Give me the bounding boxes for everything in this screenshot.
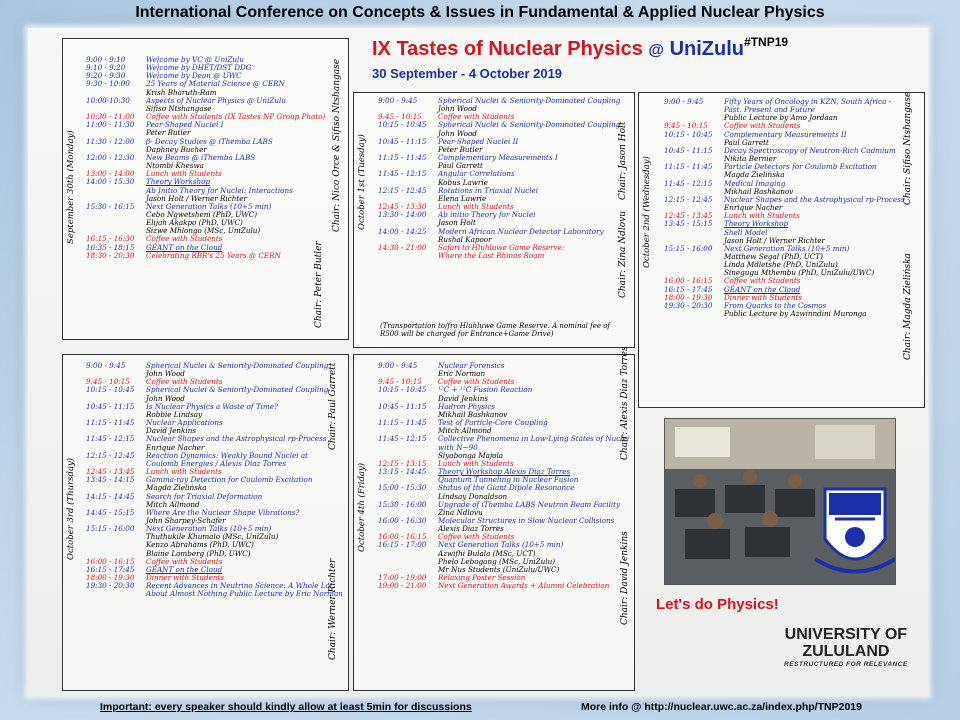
session-title: Medical Imaging (724, 178, 786, 188)
session-time: 16:15 - 16:30 (86, 234, 135, 244)
session-title: ¹²C + ¹²C Fusion Reaction (438, 385, 533, 395)
schedule-row (378, 386, 623, 394)
session-time: 9:30 - 10:00 (86, 79, 130, 89)
session-time (664, 261, 724, 269)
session-time: 16:15 - 17:45 (664, 284, 713, 294)
session-time: 16:00 - 16:15 (664, 276, 713, 286)
schedule-row (378, 138, 618, 146)
schedule-row (86, 386, 331, 394)
session-title: Where the Last Rhinos Roam (438, 250, 545, 260)
session-title: Cebo Ngwetsheni (PhD, UWC) (146, 209, 258, 219)
session-title: Paul Garrett (724, 137, 769, 147)
schedule-row (378, 582, 623, 590)
session-title: Public Lecture by Azwinndini Muronga (724, 309, 867, 319)
session-title: GÉANT on the Cloud (146, 564, 223, 574)
session-title: New Beams @ iThemba LABS (146, 152, 256, 162)
session-time: 16:35 - 18:15 (86, 242, 135, 252)
session-title: Complementary Measurements II (724, 129, 847, 139)
session-time: 12:45 - 13:45 (664, 211, 713, 221)
session-time (86, 187, 146, 195)
schedule-row (86, 121, 306, 129)
session-title: Coffee with Students (146, 377, 223, 387)
session-title: Spherical Nuclei & Seniority-Dominated Coupling (438, 96, 621, 105)
session-title: Eric Norman (438, 369, 486, 379)
session-title: Zina Ndlovu (438, 507, 483, 517)
university-tagline: RESTRUCTURED FOR RELEVANCE (784, 661, 908, 668)
session-time: 10:15 - 10:45 (378, 120, 427, 130)
session-title: John Wood (146, 369, 185, 379)
schedule-row (378, 419, 623, 427)
session-time: 11:45 - 12:15 (86, 434, 135, 444)
session-title: Theory Workshop Alexis Diaz Torres (438, 467, 571, 477)
session-time: 11:30 - 12:00 (86, 136, 135, 146)
session-time (86, 541, 146, 549)
session-title: Where Are the Nuclear Shape Vibrations? (146, 507, 300, 517)
session-title: Dinner with Students (146, 573, 225, 583)
session-title: Coffee with Students (438, 377, 515, 387)
schedule-row (378, 96, 621, 105)
photo-illustration (665, 419, 895, 584)
event-hashtag: #TNP19 (744, 35, 789, 49)
session-time: 11:45 - 12:15 (378, 434, 427, 444)
session-time: 9:45 - 10:15 (378, 377, 422, 387)
session-time: 17:00 - 19:00 (378, 573, 427, 583)
day-label-monday: September 30th (Monday) (66, 130, 76, 244)
session-title: Recent Advances in Neutrino Science: A Whole Lot (146, 581, 333, 591)
session-time: 12:45 - 13:30 (378, 202, 427, 212)
session-title: Complementary Measurements I (438, 153, 558, 163)
session-title: John Wood (438, 128, 477, 138)
chair-friday-1: Chair: David Jenkins (620, 531, 630, 625)
session-time: 10:15 - 10:45 (86, 385, 135, 395)
session-title: Relaxing Poster Session (438, 573, 526, 583)
session-time: 11:00 - 11:30 (86, 120, 135, 130)
conference-title: International Conference on Concepts & Issues in Fundamental & Applied Nuclear Physics (135, 4, 825, 21)
more-info-link[interactable]: More info @ http://nuclear.uwc.ac.za/index.php/TNP2019 (581, 701, 862, 713)
session-time: 9:00 - 9:10 (86, 55, 126, 64)
session-title: Decay Spectroscopy of Neutron-Rich Cadmium (724, 145, 896, 155)
session-time: 10:15 - 10:45 (664, 129, 713, 139)
session-time: 14:00 - 14:25 (378, 226, 427, 236)
schedule-tuesday (378, 96, 621, 260)
chair-wednesday-1: Chair: Magda Zielińska (903, 253, 913, 360)
session-title: Paul Garrett (438, 161, 483, 171)
session-title: Next Generation Talks (10+5 min) (724, 243, 850, 253)
session-title: Coffee with Students (146, 234, 223, 244)
session-title: Spherical Nuclei & Seniority-Dominated Coupling (438, 120, 621, 130)
session-title: David Jenkins (438, 393, 489, 403)
session-time: 13:30 - 14:00 (378, 210, 427, 220)
session-title: Daphney Bucher (146, 144, 207, 154)
chair-monday-1: Chair: Peter Butler (314, 241, 324, 328)
session-title: Status of the Giant Dipole Resonance (438, 483, 575, 493)
session-title: Modern African Nuclear Detector Laboratory (438, 226, 604, 236)
session-time: 10:00-10:30 (86, 95, 130, 105)
session-title: Coffee with Students (724, 121, 801, 131)
session-time: 16:15 - 17:00 (378, 540, 427, 550)
schedule-row (378, 120, 621, 130)
session-title: John Wood (438, 104, 477, 114)
session-title: Past, Present and Future (724, 105, 815, 115)
session-time: 14:30 - 21:00 (378, 242, 427, 252)
session-title: Robbie Lindsay (146, 409, 203, 419)
session-time: 11:45 - 12:15 (664, 178, 713, 188)
session-time: 9:45 - 10:15 (664, 121, 708, 131)
schedule-row (378, 187, 618, 195)
session-title: Fifty Years of Oncology in KZN, South Africa - (724, 97, 892, 106)
session-title: Welcome by DHET/DST DDG (146, 63, 252, 73)
session-time: 11:15 - 11:45 (378, 418, 427, 428)
session-title: Lunch with Students (146, 467, 222, 477)
session-title: Theory Workshop (724, 219, 789, 229)
session-time: 15:15 - 16:00 (664, 243, 713, 253)
session-title: Enrique Nacher (724, 203, 783, 213)
event-title-uni: UniZulu (669, 38, 745, 60)
schedule-row (86, 419, 331, 427)
session-title: Next Generation Awards + Alumni Celebration (438, 581, 610, 591)
day-label-wednesday: October 2nd (Wednesday) (642, 156, 652, 268)
schedule-row (378, 501, 623, 509)
session-title: Coffee with Students (IX Tastes NP Group Photo) (146, 112, 326, 122)
session-time: 18:00 - 19:30 (664, 292, 713, 302)
session-title: GÉANT on the Cloud (146, 242, 223, 252)
session-title: Nuclear Applications (146, 418, 223, 428)
session-title: Dinner with Students (724, 292, 803, 302)
session-time: 13:45 - 14:15 (86, 475, 135, 485)
session-title: Jason Holt / Werner Richter (146, 193, 247, 203)
session-time: 10:45 - 11:15 (86, 401, 135, 411)
event-title-at: @ (648, 42, 665, 59)
session-title: Jason Holt (438, 218, 476, 228)
session-title: Nikita Bernier (724, 154, 777, 164)
session-time: 14:15 - 14:45 (86, 491, 135, 501)
session-time (378, 550, 438, 558)
schedule-row (378, 211, 618, 219)
session-title: David Jenkins (146, 426, 197, 436)
session-time: 14:00 - 15:30 (86, 177, 135, 187)
session-time: 14:45 - 15:15 (86, 507, 135, 517)
session-title: Siyabonga Majola (438, 450, 504, 460)
session-time: 19:00 - 21:00 (378, 581, 427, 591)
session-title: Angular Correlations (438, 169, 515, 179)
session-time: 12:00 - 12:30 (86, 152, 135, 162)
session-title: Mikhail Bashkanov (438, 409, 508, 419)
session-title: Celebrating RBR's 25 Years @ CERN (146, 250, 281, 260)
session-time: 9:00 - 9:45 (378, 96, 418, 105)
session-title: Lunch with Students (438, 458, 514, 468)
session-title: John Wood (146, 393, 185, 403)
chair-tuesday-2: Chair: Jason Holt (618, 121, 628, 200)
session-time: 9:10 - 9:20 (86, 63, 126, 73)
session-title: GÉANT on the Cloud (724, 284, 801, 294)
session-title: Kobus Lawrie (438, 177, 488, 187)
session-title: Jason Holt / Werner Richter (724, 235, 825, 245)
session-title: Pear-Shaped Nuclei I (146, 120, 224, 130)
session-time: 11:15 - 11:45 (86, 418, 135, 428)
schedule-row (378, 170, 618, 178)
session-time: 13:45 - 15:15 (664, 219, 713, 229)
schedule-row (664, 220, 904, 228)
session-title: Next Generation Talks (10+5 min) (146, 201, 272, 211)
slogan: Let's do Physics! (656, 596, 779, 613)
session-title: Coffee with Students (146, 556, 223, 566)
session-time: 11:15 - 11:45 (378, 153, 427, 163)
session-title: Linda Mdletshe (PhD, UniZulu) (724, 260, 838, 270)
session-title: Ntombi Kheswa (146, 161, 204, 171)
session-title: Rushal Kapoor (438, 234, 492, 244)
schedule-row (86, 493, 331, 501)
schedule-row (664, 131, 904, 139)
session-title: Kenzo Abrahams (PhD, UWC) (146, 540, 254, 550)
transport-note: (Transportation to/fro Hluhluwe Game Reserve. A nominal fee of R500 will be charged for Entrance+Game Drive) (380, 322, 611, 338)
day-label-friday: October 4th (Friday) (357, 462, 367, 552)
session-time (664, 106, 724, 114)
session-time: 9:00 - 9:45 (664, 97, 704, 106)
session-time: 12:15 - 12:45 (86, 450, 135, 460)
session-title: Ab Initio Theory for Nuclei: Interactions (146, 185, 293, 195)
session-title: Welcome by Dean @ UWC (146, 71, 242, 81)
session-time (86, 219, 146, 227)
session-time: 12:15 - 12:45 (664, 194, 713, 204)
chair-thursday-1: Chair: Werner Richter (328, 558, 338, 660)
session-time: 13:00 - 14:00 (86, 169, 135, 179)
session-title: Lindsay Donaldson (438, 491, 508, 501)
session-time (378, 444, 438, 452)
session-time: 19:30 - 20:30 (664, 300, 713, 310)
schedule-row (664, 310, 904, 318)
session-title: Krish Bharuth-Ram (146, 87, 217, 97)
session-title: Nuclear Forensics (438, 361, 505, 370)
session-title: Matthew Segal (PhD, UCT) (724, 251, 823, 261)
schedule-row (86, 362, 331, 370)
event-title (372, 35, 789, 61)
schedule-monday (86, 55, 326, 260)
session-title: John Sharpey-Schafer (146, 515, 226, 525)
session-title: Mikhail Bashkanov (724, 186, 794, 196)
university-line1: UNIVERSITY OF (784, 626, 908, 643)
session-title: Mr Nus Students (UniZulu/UWC) (438, 564, 560, 574)
chair-friday-2: Chair: Alexis Diaz Torres (620, 346, 630, 460)
schedule-row (86, 435, 331, 443)
day-label-tuesday: October 1st (Tuesday) (357, 134, 367, 230)
session-title: From Quarks to the Cosmos (724, 300, 827, 310)
event-title-main: IX Tastes of Nuclear Physics (372, 38, 643, 60)
session-time: 18:30 - 20:30 (86, 250, 135, 260)
session-time: 10:45 - 11:15 (378, 401, 427, 411)
session-time: 15:30 - 16:00 (378, 499, 427, 509)
event-dates: 30 September - 4 October 2019 (372, 66, 563, 81)
session-time (378, 252, 438, 260)
session-title: Particle Detectors for Coulomb Excitation (724, 162, 877, 172)
session-title: Sinegugu Mthembu (PhD, UniZulu/UWC) (724, 268, 875, 278)
session-title: Collective Phenomena in Low-Lying States of Nuclei (438, 434, 630, 444)
session-time: 11:15 - 11:45 (664, 162, 713, 172)
session-title: Peter Butler (438, 144, 483, 154)
session-title: Phelo Lebogang (MSc, UniZulu) (438, 556, 556, 566)
session-title: with N~90 (438, 442, 478, 452)
session-time: 16:00 - 16:15 (86, 556, 135, 566)
session-time: 16:15 - 17:45 (86, 564, 135, 574)
session-time: 15:00 - 15:30 (378, 483, 427, 493)
session-title: Quantum Tunneling in Nuclear Fusion (438, 475, 579, 485)
session-title: Nuclear Shapes and the Astrophysical rp-Process (724, 194, 905, 204)
session-title: Gamma-ray Detection for Coulomb Excitation (146, 475, 313, 485)
session-title: Elijah Akakpo (PhD, UWC) (146, 218, 243, 228)
session-title: Coffee with Students (438, 112, 515, 122)
session-time: 19:30 - 20:30 (86, 581, 135, 591)
session-time: 9:45 - 10:15 (86, 377, 130, 387)
university-logo (784, 626, 908, 669)
session-time (86, 533, 146, 541)
session-title: Thuthukile Khumalo (MSc, UniZulu) (146, 532, 279, 542)
session-time (378, 558, 438, 566)
chair-thursday-2: Chair: Paul Garrett (328, 362, 338, 450)
session-time: 10:45 - 11:15 (664, 145, 713, 155)
session-title: Enrique Nacher (146, 442, 205, 452)
session-title: Aspects of Nuclear Physics @ UniZulu (146, 95, 286, 105)
session-title: Safari to Hluhluwe Game Reserve: (438, 242, 565, 252)
chair-tuesday-1: Chair: Zina Ndlovu (618, 210, 628, 298)
group-photo (664, 418, 896, 585)
session-title: Elena Lawrie (438, 193, 487, 203)
schedule-row (378, 434, 630, 444)
session-title: Sifiso Ntshangase (146, 103, 212, 113)
session-title: Welcome by VC @ UniZulu (146, 55, 244, 64)
chair-monday-2: Chair: Nico Orce & Sifiso Ntshangase (332, 58, 342, 232)
session-time: 9:20 - 9:30 (86, 71, 126, 81)
session-title: Reaction Dynamics: Weakly Bound Nuclei at (146, 450, 309, 460)
session-title: Lunch with Students (724, 211, 800, 221)
session-time (664, 229, 724, 237)
day-label-thursday: October 3rd (Thursday) (66, 457, 76, 560)
session-title: Alexis Diaz Torres (438, 524, 504, 534)
session-time: 9:00 - 9:45 (378, 361, 418, 370)
session-title: About Almost Nothing Public Lecture by Eric Norman (146, 589, 343, 599)
session-title: Next Generation Talks (10+5 min) (438, 540, 564, 550)
schedule-row (86, 403, 331, 411)
session-title: Shell Model (724, 227, 768, 237)
university-line2: ZULULAND (802, 643, 890, 660)
session-time: 9:45 - 10:15 (378, 112, 422, 122)
session-time: 18:00 - 19:30 (86, 573, 135, 583)
session-title: Upgrade of iThemba LABS Neutron Beam Facility (438, 499, 621, 509)
schedule-row (378, 154, 618, 162)
session-title: Nuclear Shapes and the Astrophysical rp-Process (146, 434, 327, 444)
session-title: 25 Years of Material Science @ CERN (146, 79, 285, 89)
session-time (664, 253, 724, 261)
session-title: Spherical Nuclei & Seniority-Dominated Coupling (146, 385, 329, 395)
session-title: Pear-Shaped Nuclei II (438, 136, 519, 146)
session-title: Search for Triaxial Deformation (146, 491, 263, 501)
session-time: 11:45 - 12:15 (378, 169, 427, 179)
session-title: Is Nuclear Physics a Waste of Time? (146, 401, 278, 411)
session-title: Coffee with Students (438, 532, 515, 542)
session-time: 10:15 - 10:45 (378, 385, 427, 395)
schedule-wednesday (664, 98, 904, 318)
session-title: Theory Workshop (146, 177, 211, 187)
session-time: 10:30 - 11:00 (86, 112, 135, 122)
session-title: Coffee with Students (724, 276, 801, 286)
schedule-row (378, 252, 618, 260)
schedule-row (664, 196, 904, 204)
schedule-row (664, 147, 904, 155)
session-time (664, 310, 724, 318)
session-title: Magda Zielińska (146, 483, 207, 493)
session-time: 13:15 - 14:45 (378, 467, 427, 477)
session-time: 12:15 - 13:15 (378, 458, 427, 468)
schedule-row (86, 252, 306, 260)
session-title: Magda Zielińska (724, 170, 785, 180)
session-time: 10:45 - 11:15 (378, 136, 427, 146)
session-title: Spherical Nuclei & Seniority-Dominated Coupling (146, 361, 329, 370)
session-title: Mitch Allmond (438, 426, 492, 436)
session-title: Lunch with Students (146, 169, 222, 179)
session-title: Sizwe Mhlongo (MSc, UniZulu) (146, 226, 261, 236)
session-title: Lunch with Students (438, 202, 514, 212)
session-time: 15:15 - 16:00 (86, 524, 135, 534)
session-time: 16:00 - 16:15 (378, 532, 427, 542)
schedule-row (378, 228, 618, 236)
session-title: Mitch Allmond (146, 499, 200, 509)
session-title: Public Lecture by Amo Jordaan (724, 113, 838, 123)
session-title: Rotations in Triaxial Nuclei (438, 185, 539, 195)
session-title: Molecular Structures in Slow Nuclear Collisions (438, 515, 615, 525)
session-title: Next Generation Talks (10+5 min) (146, 524, 272, 534)
chair-wednesday-2: Chair: Sifiso Ntshangase (903, 91, 913, 205)
important-note: Important: every speaker should kindly allow at least 5min for discussions (100, 701, 472, 713)
session-time: 9:00 - 9:45 (86, 361, 126, 370)
session-title: Blaine Lomberg (PhD, UWC) (146, 548, 251, 558)
session-title: Ab initio Theory for Nuclei (438, 210, 536, 220)
session-time: 12:15 - 12:45 (378, 185, 427, 195)
session-time: 16:00 - 16:30 (378, 515, 427, 525)
session-time (86, 590, 146, 598)
session-time: 12:45 - 13:45 (86, 467, 135, 477)
session-title: Test of Particle-Core Coupling (438, 418, 548, 428)
session-time: 15:30 - 16:15 (86, 201, 135, 211)
schedule-row (86, 476, 331, 484)
session-time (86, 211, 146, 219)
session-title: Azwifhi Bulala (MSc, UCT) (438, 548, 536, 558)
session-title: β- Decay Studies @ iThemba LABS (146, 136, 273, 146)
session-title: Peter Butler (146, 128, 191, 138)
schedule-row (378, 362, 623, 370)
schedule-row (86, 589, 343, 599)
session-title: Hadron Physics (438, 401, 496, 411)
session-title: Coulomb Energies / Alexis Diaz Torres (146, 458, 287, 468)
